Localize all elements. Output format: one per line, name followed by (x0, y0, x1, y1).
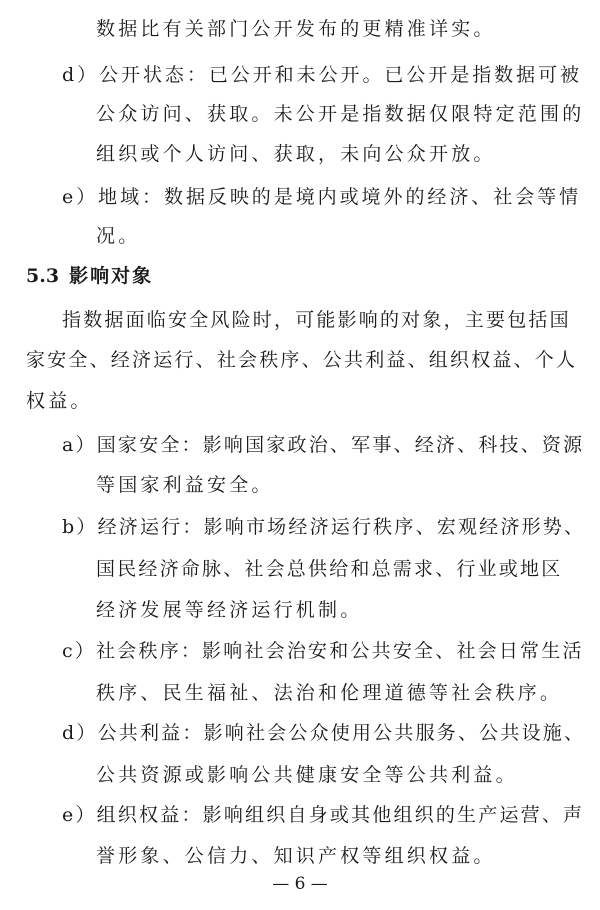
section-title: 影响对象 (69, 265, 154, 287)
text-line: 经济发展等经济运行机制。 (96, 599, 363, 621)
paragraph-line: 家安全、经济运行、社会秩序、公共利益、组织权益、个人 (26, 349, 578, 371)
text-line: 秩序、民生福祉、法治和伦理道德等社会秩序。 (96, 682, 563, 704)
text-line: 况。 (96, 225, 141, 247)
paragraph-line: 权益。 (26, 390, 93, 412)
list-item-public-interest: d）公共利益：影响社会公众使用公共服务、公共设施、 (62, 722, 586, 744)
section-heading (26, 263, 153, 289)
text-line: 等国家利益安全。 (96, 474, 274, 496)
list-item-public-status: d）公开状态：已公开和未公开。已公开是指数据可被 (62, 64, 582, 86)
list-item-region: e）地域：数据反映的是境内或境外的经济、社会等情 (62, 186, 582, 208)
text-line: 组织或个人访问、获取，未向公众开放。 (96, 143, 496, 165)
page-number: — 6 — (272, 874, 328, 894)
list-item-organization-rights: e）组织权益：影响组织自身或其他组织的生产运营、声 (62, 804, 585, 826)
list-item-national-security: a）国家安全：影响国家政治、军事、经济、科技、资源 (62, 434, 585, 456)
list-item-economic-operation: b）经济运行：影响市场经济运行秩序、宏观经济形势、 (62, 516, 586, 538)
text-line: 公共资源或影响公共健康安全等公共利益。 (96, 764, 518, 786)
text-line: 誉形象、公信力、知识产权等组织权益。 (96, 845, 496, 867)
list-item-social-order: c）社会秩序：影响社会治安和公共安全、社会日常生活 (62, 640, 584, 662)
text-line: 数据比有关部门公开发布的更精准详实。 (96, 18, 496, 40)
paragraph-line: 指数据面临安全风险时，可能影响的对象，主要包括国 (62, 309, 571, 331)
text-line: 公众访问、获取。未公开是指数据仅限特定范围的 (96, 103, 585, 125)
text-line: 国民经济命脉、社会总供给和总需求、行业或地区 (96, 558, 563, 580)
section-number: 5.3 (26, 265, 60, 287)
